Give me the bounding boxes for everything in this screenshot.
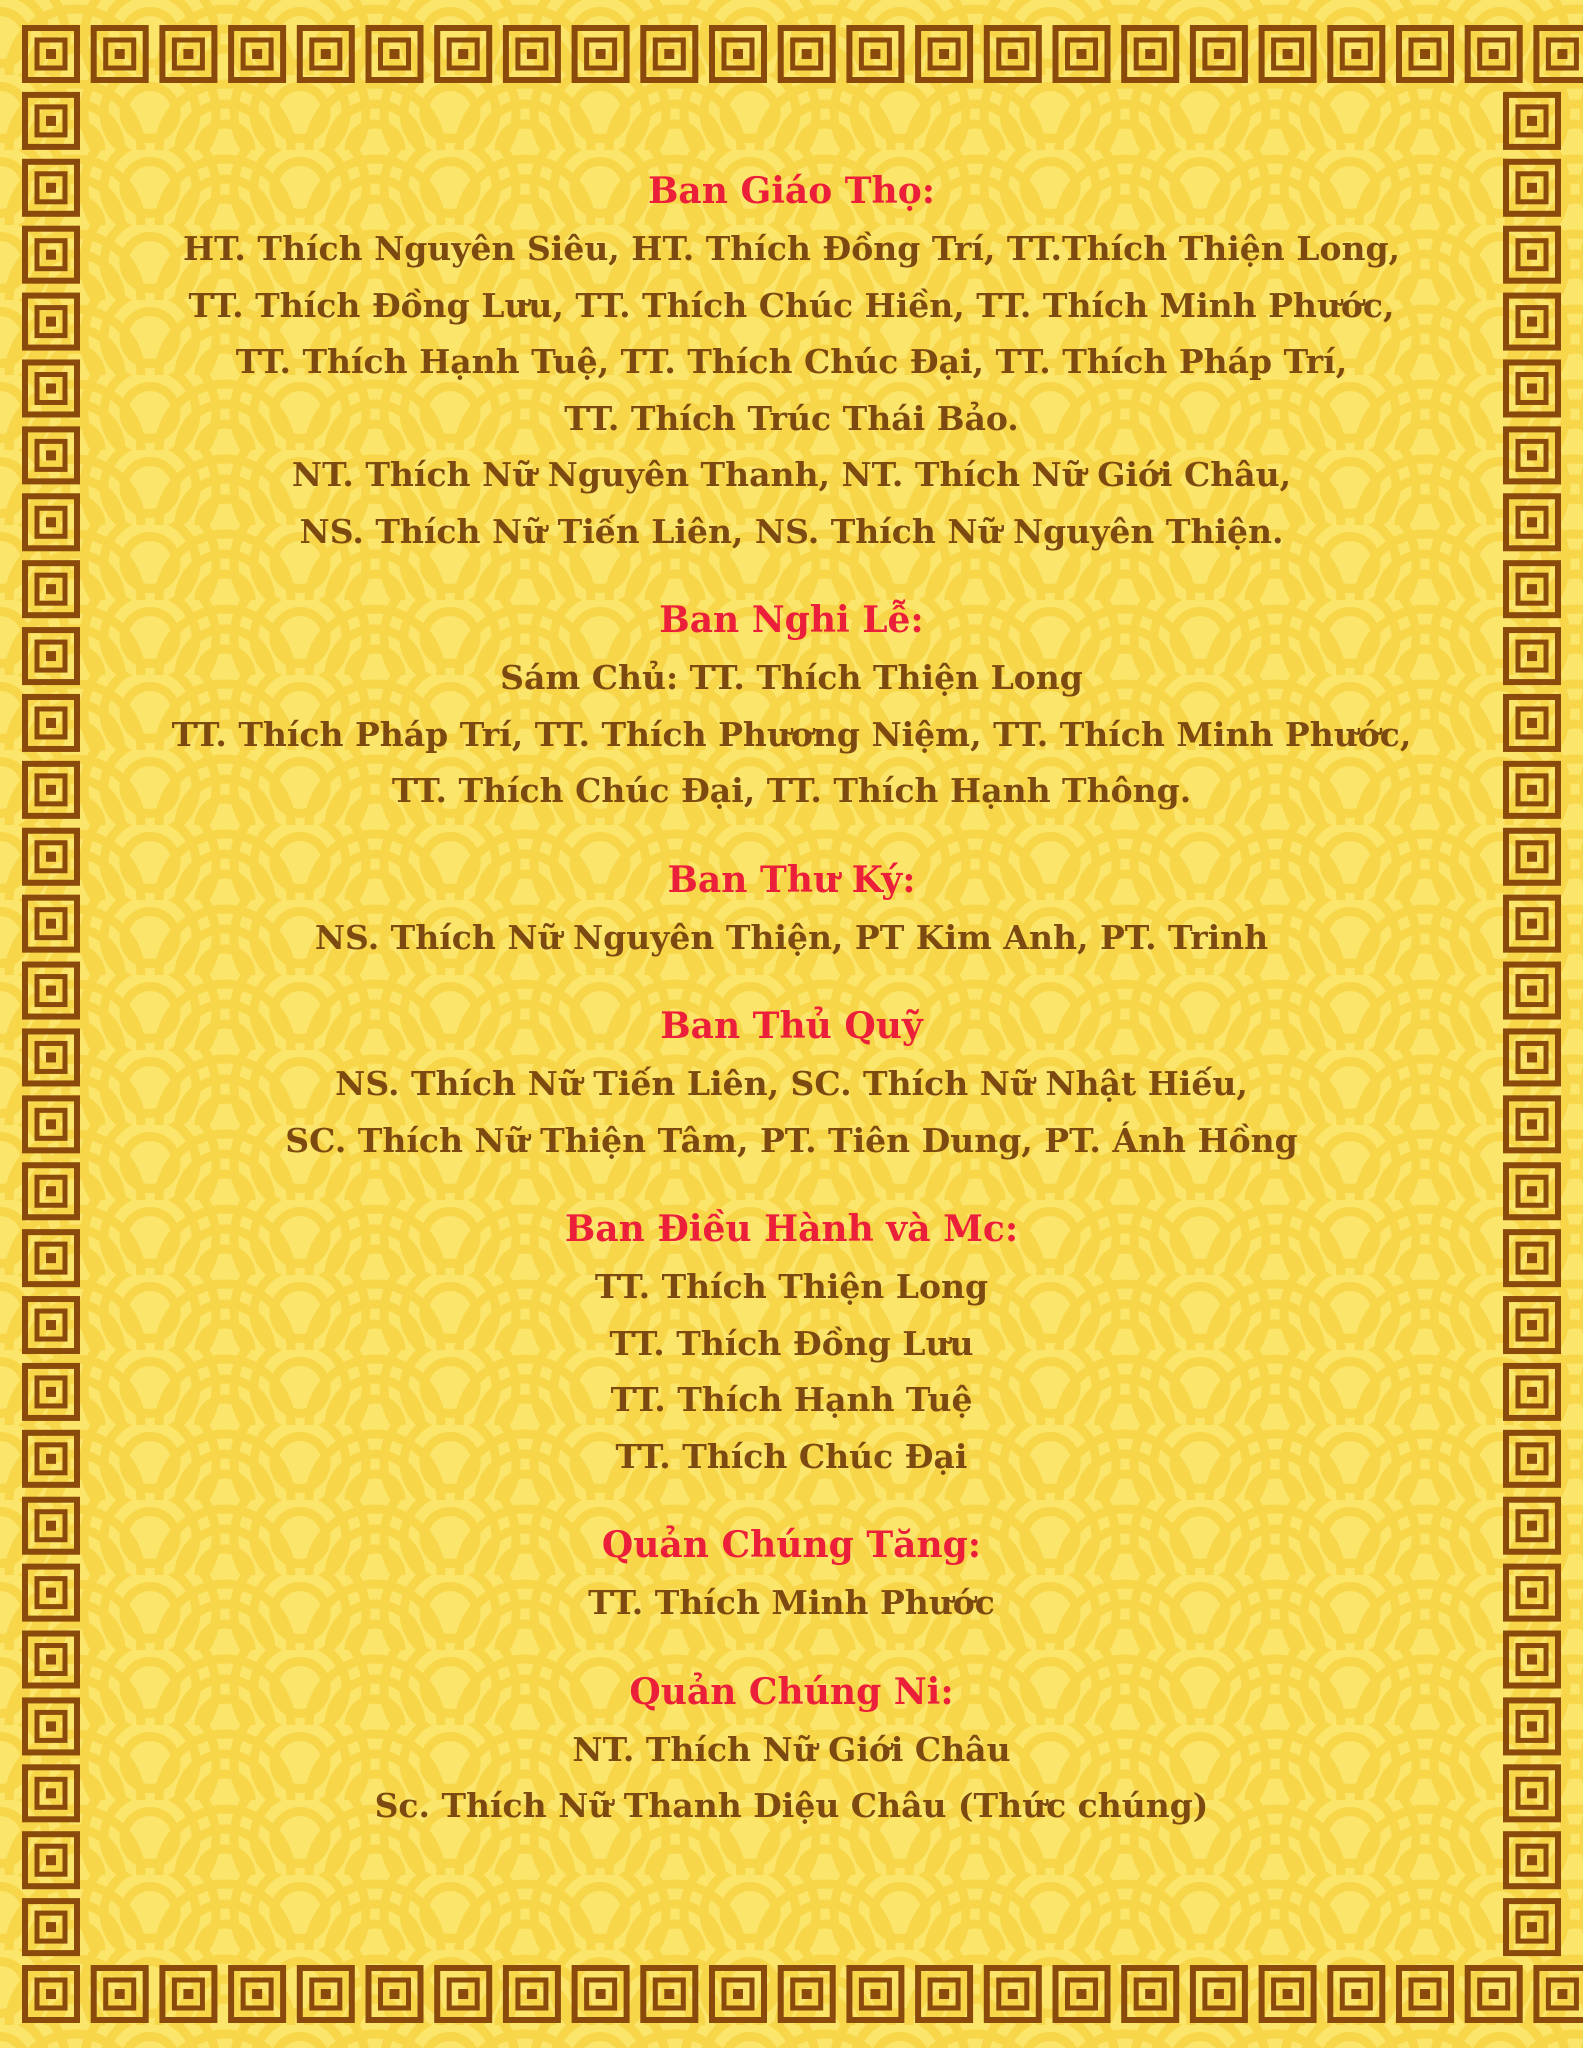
border-tile: [25, 229, 77, 281]
border-tile: [25, 95, 77, 147]
border-tile: [1506, 1232, 1558, 1284]
section-heading: Quản Chúng Ni:: [629, 1670, 954, 1713]
border-tile: [1506, 1834, 1558, 1886]
committee-section: [120, 594, 1463, 820]
border-tile: [25, 1165, 77, 1217]
border-tile: [781, 28, 833, 80]
border-tile: [437, 28, 489, 80]
section-heading: Ban Nghi Lễ:: [659, 599, 924, 641]
border-tile: [1506, 95, 1558, 147]
border-tile: [1506, 162, 1558, 214]
border-tile: [25, 162, 77, 214]
border-tile: [25, 1500, 77, 1552]
border-tile: [849, 1968, 901, 2020]
border-tile: [987, 1968, 1039, 2020]
border-tile: [25, 1299, 77, 1351]
member-line: TT. Thích Trúc Thái Bảo.: [564, 398, 1019, 438]
border-tile: [1506, 764, 1558, 816]
border-tile: [1468, 1968, 1520, 2020]
border-tile: [1468, 28, 1520, 80]
border-tile: [1262, 1968, 1314, 2020]
border-tile: [25, 1031, 77, 1083]
committee-section: [120, 1203, 1463, 1485]
border-tile: [1506, 697, 1558, 749]
border-tile: [1506, 496, 1558, 548]
border-tile: [506, 28, 558, 80]
border-tile: [506, 1968, 558, 2020]
committee-section: [120, 1666, 1463, 1835]
border-tile: [1124, 28, 1176, 80]
member-line: NT. Thích Nữ Giới Châu: [572, 1729, 1011, 1769]
border-tile: [25, 1901, 77, 1953]
committee-section: [120, 1519, 1463, 1632]
border-tile: [1506, 1031, 1558, 1083]
border-tile: [1506, 1500, 1558, 1552]
border-tile: [25, 362, 77, 414]
border-tile: [1193, 28, 1245, 80]
border-tile: [1506, 630, 1558, 682]
border-tile: [25, 1700, 77, 1752]
border-tile: [1506, 1165, 1558, 1217]
member-line: NS. Thích Nữ Nguyên Thiện, PT Kim Anh, PT. Trinh: [314, 917, 1269, 957]
border-tile: [25, 429, 77, 481]
committee-section: [120, 165, 1463, 560]
border-tile: [25, 697, 77, 749]
member-line: Sám Chủ: TT. Thích Thiện Long: [500, 658, 1083, 697]
border-tile: [25, 1366, 77, 1418]
border-tile: [1056, 1968, 1108, 2020]
border-tile: [643, 1968, 695, 2020]
border-tile: [1536, 28, 1583, 80]
section-heading: Ban Thủ Quỹ: [660, 1005, 923, 1047]
member-line: NT. Thích Nữ Nguyên Thanh, NT. Thích Nữ Giới Châu,: [291, 455, 1292, 494]
border-tile: [25, 965, 77, 1017]
border-tile: [1506, 965, 1558, 1017]
border-tile: [1506, 229, 1558, 281]
section-heading: Ban Thư Ký:: [667, 858, 916, 901]
border-tile: [849, 28, 901, 80]
border-tile: [25, 1634, 77, 1686]
border-tile: [437, 1968, 489, 2020]
border-tile: [1506, 429, 1558, 481]
border-tile: [1506, 898, 1558, 950]
border-tile: [25, 764, 77, 816]
border-tile: [1506, 296, 1558, 348]
border-tile: [1330, 28, 1382, 80]
border-tile: [162, 1968, 214, 2020]
border-tile: [25, 1567, 77, 1619]
border-tile: [1506, 1767, 1558, 1819]
border-tile: [918, 28, 970, 80]
border-tile: [25, 296, 77, 348]
committee-section: [120, 1000, 1463, 1169]
border-tile: [781, 1968, 833, 2020]
member-line: TT. Thích Hạnh Tuệ, TT. Thích Chúc Đại, TT. Thích Pháp Trí,: [235, 342, 1348, 381]
border-tile: [25, 1098, 77, 1150]
border-tile: [1506, 1901, 1558, 1953]
border-tile: [1506, 1700, 1558, 1752]
border-tile: [1262, 28, 1314, 80]
border-tile: [300, 1968, 352, 2020]
border-tile: [575, 1968, 627, 2020]
member-line: TT. Thích Thiện Long: [594, 1267, 989, 1306]
border-tile: [712, 28, 764, 80]
border-tile: [918, 1968, 970, 2020]
border-tile: [300, 28, 352, 80]
member-line: TT. Thích Đồng Lưu: [609, 1323, 974, 1363]
border-tile: [575, 28, 627, 80]
border-tile: [25, 1232, 77, 1284]
committee-list: [120, 165, 1463, 1869]
border-tile: [369, 28, 421, 80]
member-line: TT. Thích Đồng Lưu, TT. Thích Chúc Hiền, TT. Thích Minh Phước,: [188, 285, 1395, 325]
border-tile: [1330, 1968, 1382, 2020]
member-line: TT. Thích Hạnh Tuệ: [610, 1380, 973, 1419]
section-heading: Ban Điều Hành và Mc:: [564, 1208, 1019, 1250]
border-tile: [1124, 1968, 1176, 2020]
border-tile: [1506, 831, 1558, 883]
border-tile: [25, 1767, 77, 1819]
border-tile: [231, 28, 283, 80]
border-tile: [1506, 563, 1558, 615]
border-tile: [94, 28, 146, 80]
border-tile: [25, 1433, 77, 1485]
member-line: Sc. Thích Nữ Thanh Diệu Châu (Thức chúng): [374, 1786, 1209, 1825]
border-tile: [25, 1834, 77, 1886]
border-tile: [231, 1968, 283, 2020]
member-line: NS. Thích Nữ Tiến Liên, NS. Thích Nữ Nguyên Thiện.: [299, 511, 1284, 551]
border-tile: [25, 563, 77, 615]
member-line: HT. Thích Nguyên Siêu, HT. Thích Đồng Trí, TT.Thích Thiện Long,: [182, 229, 1401, 268]
border-tile: [25, 1968, 77, 2020]
border-tile: [643, 28, 695, 80]
border-tile: [1399, 28, 1451, 80]
border-tile: [1506, 1299, 1558, 1351]
member-line: TT. Thích Chúc Đại, TT. Thích Hạnh Thông.: [391, 771, 1192, 810]
border-tile: [1056, 28, 1108, 80]
border-tile: [369, 1968, 421, 2020]
border-tile: [1506, 1567, 1558, 1619]
border-tile: [162, 28, 214, 80]
border-tile: [1506, 1433, 1558, 1485]
border-tile: [1399, 1968, 1451, 2020]
member-line: NS. Thích Nữ Tiến Liên, SC. Thích Nữ Nhật Hiếu,: [335, 1064, 1248, 1103]
border-tile: [1506, 1366, 1558, 1418]
section-heading: Ban Giáo Thọ:: [647, 170, 935, 212]
border-tile: [25, 28, 77, 80]
border-tile: [712, 1968, 764, 2020]
member-line: TT. Thích Pháp Trí, TT. Thích Phương Niệm, TT. Thích Minh Phước,: [171, 714, 1412, 754]
border-tile: [1536, 1968, 1583, 2020]
section-heading: Quản Chúng Tăng:: [601, 1524, 982, 1566]
member-line: TT. Thích Chúc Đại: [615, 1436, 968, 1476]
border-tile: [987, 28, 1039, 80]
border-tile: [25, 496, 77, 548]
border-tile: [1506, 1634, 1558, 1686]
border-tile: [1506, 1098, 1558, 1150]
border-tile: [25, 831, 77, 883]
border-tile: [25, 630, 77, 682]
member-line: SC. Thích Nữ Thiện Tâm, PT. Tiên Dung, PT. Ánh Hồng: [285, 1120, 1298, 1160]
committee-section: [120, 854, 1463, 967]
border-tile: [94, 1968, 146, 2020]
member-line: TT. Thích Minh Phước: [588, 1583, 995, 1622]
border-tile: [1506, 362, 1558, 414]
border-tile: [25, 898, 77, 950]
border-tile: [1193, 1968, 1245, 2020]
